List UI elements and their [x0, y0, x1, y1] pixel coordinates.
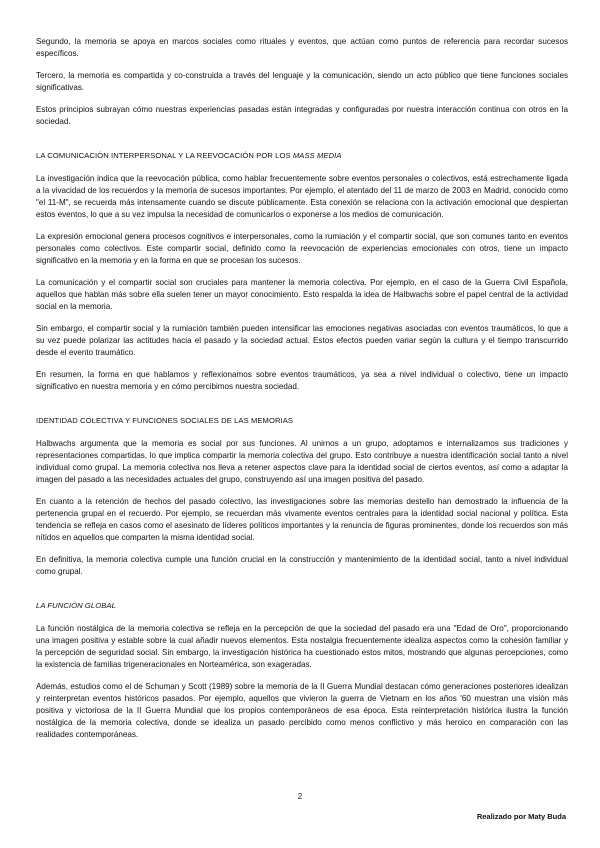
section-heading-identity: IDENTIDAD COLECTIVA Y FUNCIONES SOCIALES DE LAS MEMORIAS	[36, 416, 294, 425]
global-function-paragraph-1: La función nostálgica de la memoria colectiva se refleja en la percepción de que la sociedad del pasado era una "Edad de Oro", proporcionando una imagen positiva y estable sobre la cual añadir nuevos elementos. Esta nostalgia frecuentemente idealiza aspectos como la cohesión familiar y la percepción de seguridad social. Sin embargo, la investigación histórica ha cuestionado estos mitos, mostrando que algunas percepciones, como la existencia de familias trigeneracionales en Norteamérica, son exageradas.	[36, 624, 568, 669]
section-heading-communication-text: LA COMUNICACIÓN INTERPERSONAL Y LA REEVOCACIÓN POR LOS	[36, 151, 291, 160]
communication-paragraph-5: En resumen, la forma en que hablamos y reflexionamos sobre eventos traumáticos, ya sea a nivel individual o colectivo, tiene un impacto significativo en nuestra memoria y en cómo percibimos nuestra sociedad.	[36, 370, 568, 391]
section-heading-communication	[36, 150, 568, 161]
intro-paragraph-3: Estos principios subrayan cómo nuestras experiencias pasadas están integradas y configuradas por nuestra interacción continua con otros en la sociedad.	[36, 105, 568, 126]
identity-paragraph-1: Halbwachs argumenta que la memoria es social por sus funciones. Al unirnos a un grupo, adoptamos e internalizamos sus tradiciones y representaciones compartidas, lo que implica compartir la memoria colectiva del grupo. Esto contribuye a nuestra identificación social tanto a nivel individual como grupal. La memoria colectiva nos lleva a retener aspectos clave para la identidad social de ciertos eventos, así como a adaptar la imagen del pasado a las necesidades actuales del grupo, construyendo así una imagen positiva del pasado.	[36, 439, 568, 484]
global-function-paragraph-2: Además, estudios como el de Schuman y Scott (1989) sobre la memoria de la II Guerra Mundial destacan cómo generaciones posteriores idealizan y reinterpretan eventos históricos pasados. Por ejemplo, aquellos que vivieron la guerra de Vietnam en los años '60 muestran una visión más positiva y victoriosa de la II Guerra Mundial que los propios contemporáneos de esa época. Esta reinterpretación histórica ilustra la función nostálgica de la memoria colectiva, donde se idealiza un pasado percibido como menos conflictivo y más heroico en comparación con las realidades contemporáneas.	[36, 682, 568, 739]
section-heading-global-function: LA FUNCIÓN GLOBAL	[36, 601, 116, 610]
intro-paragraph-2: Tercero, la memoria es compartida y co-construida a través del lenguaje y la comunicación, siendo un acto público que tiene funciones sociales significativas.	[36, 71, 568, 92]
communication-paragraph-4: Sin embargo, el compartir social y la rumiación también pueden intensificar las emociones negativas asociadas con eventos traumáticos, lo que a su vez puede polarizar las actitudes hacia el pasado y la sociedad actual. Estos efectos pueden variar según la cultura y el tiempo transcurrido desde el evento traumático.	[36, 324, 568, 357]
document-page	[36, 36, 568, 751]
communication-paragraph-3: La comunicación y el compartir social son cruciales para mantener la memoria colectiva. Por ejemplo, en el caso de la Guerra Civil Española, aquellos que hablan más sobre ella suelen tener un mayor conocimiento. Esto respalda la idea de Halbwachs sobre el papel central de la actividad social en la memoria.	[36, 278, 568, 311]
communication-paragraph-1: La investigación indica que la reevocación pública, como hablar frecuentemente sobre eventos personales o colectivos, está estrechamente ligada a la vivacidad de los recuerdos y la memoria de sucesos importantes. Por ejemplo, el atentado del 11 de marzo de 2003 en Madrid, conocido como "el 11-M", se recuerda más intensamente cuando se discute públicamente. Esta conexión se relaciona con la activación emocional que despiertan estos eventos, lo que a su vez impulsa la necesidad de comunicarlos o exponerse a los medios de comunicación.	[36, 174, 568, 219]
identity-paragraph-3: En definitiva, la memoria colectiva cumple una función crucial en la construcción y mantenimiento de la identidad social, tanto a nivel individual como grupal.	[36, 555, 568, 576]
intro-paragraph-1: Segundo, la memoria se apoya en marcos sociales como rituales y eventos, que actúan como puntos de referencia para recordar sucesos específicos.	[36, 37, 568, 58]
page-number: 2	[297, 792, 303, 801]
communication-paragraph-2: La expresión emocional genera procesos cognitivos e interpersonales, como la rumiación y el compartir social, que son comunes tanto en eventos personales como colectivos. Este compartir social, definido como la reevocación de experiencias emocionales con otros, tiene un impacto significativo en la memoria y en la forma en que se procesan los sucesos.	[36, 232, 568, 265]
author-footer: Realizado por Maty Buda	[476, 812, 566, 821]
identity-paragraph-2: En cuanto a la retención de hechos del pasado colectivo, las investigaciones sobre las memorias destello han demostrado la influencia de la pertenencia grupal en el recuerdo. Por ejemplo, se recuerdan más vivamente eventos centrales para la identidad social nacional y política. Esta tendencia se refleja en casos como el asesinato de líderes políticos importantes y la renuncia de figuras prominentes, donde los recuerdos son más nítidos en aquellos que comparten la misma identidad social.	[36, 497, 568, 542]
section-heading-communication-italic: MASS MEDIA	[292, 151, 342, 160]
